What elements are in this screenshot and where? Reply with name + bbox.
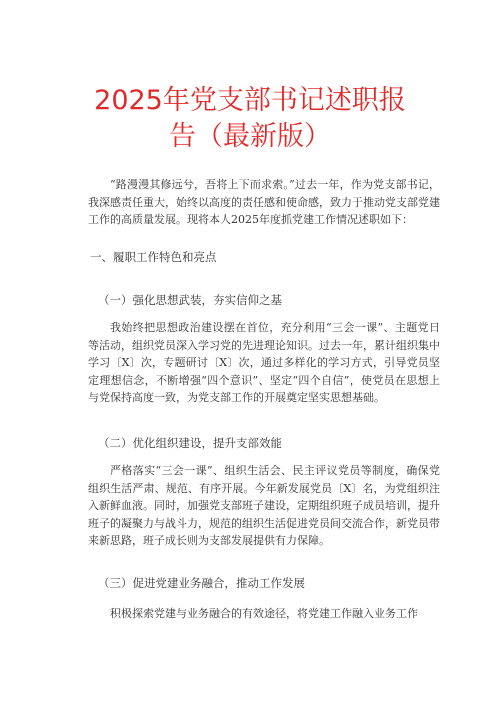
section-1-heading: 一、履职工作特色和亮点 <box>90 250 217 264</box>
subsection-3-paragraph: 积极探索党建与业务融合的有效途径，将党建工作融入业务工作 <box>110 607 418 620</box>
subsection-1-paragraph: 我始终把思想政治建设摆在首位，充分利用“三会一课”、主题党日等活动，组织党员深入学习党的先进理论知识。过去一年，累计组织集中学习〔X〕次，专题研讨〔X〕次，通过多样化的学习方式，引导党员坚定理想信念，不断增强“四个意识”、坚定“四个自信”，使党员在思想上与党保持高度一致，为党支部工作的开展奠定坚实思想基础。 <box>88 321 440 405</box>
subsection-1-heading: （一）强化思想武装，夯实信仰之基 <box>98 293 282 307</box>
document-title-line-1: 2025年党支部书记述职报 <box>94 85 406 116</box>
subsection-3-heading: （三）促进党建业务融合，推动工作发展 <box>98 576 305 590</box>
subsection-2-heading: （二）优化组织建设，提升支部效能 <box>98 436 282 450</box>
intro-paragraph: “路漫漫其修远兮，吾将上下而求索。”过去一年，作为党支部书记，我深感责任重大，始终以高度的责任感和使命感，致力于推动党支部党建工作的高质量发展。现将本人2025年度抓党建工作情况述职如下： <box>88 178 440 227</box>
document-title-line-2: 告（最新版） <box>169 121 331 152</box>
subsection-2-paragraph: 严格落实“三会一课”、组织生活会、民主评议党员等制度，确保党组织生活严肃、规范、有序开展。今年新发展党员〔X〕名，为党组织注入新鲜血液。同时，加强党支部班子建设，定期组织班子成员培训，提升班子的凝聚力与战斗力，规范的组织生活促进党员间交流合作，新党员带来新思路，班子成长则为支部发展提供有力保障。 <box>88 464 440 548</box>
